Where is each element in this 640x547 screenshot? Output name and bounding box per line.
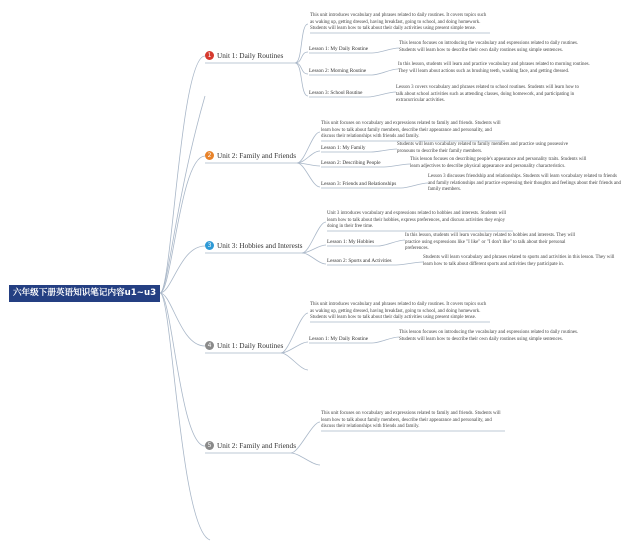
unit-label: Unit 1: Daily Routines (217, 341, 284, 350)
lesson-description: Students will learn vocabulary and phrases related to sports and activities in this lesson. They will learn how to talk about different sports and activities they participate in. (423, 255, 615, 267)
unit-intro-text: This unit introduces vocabulary and phrases related to daily routines. It covers topics such as waking up, getting dressed, having breakfast, going to school, and doing homework. Students will learn how to talk about their daily activities using present simple tense. (310, 13, 487, 31)
connector-line (295, 63, 308, 74)
detail-connector (368, 92, 396, 97)
connector-line (302, 245, 326, 253)
branch-line (160, 56, 205, 293)
lesson-description: Lesson 3 covers vocabulary and phrases related to school routines. Students will learn how to talk about school activities such as attending classes, doing homework, and participating in extracurricular activities. (396, 85, 579, 103)
branch-line (160, 293, 210, 540)
unit-number-badge: 4 (205, 341, 214, 350)
connector-line (297, 132, 320, 163)
unit-node-1[interactable] (205, 49, 283, 63)
lesson-node[interactable]: Lesson 3: School Routine (309, 90, 363, 96)
connector-line (302, 253, 326, 264)
unit-node-2[interactable] (205, 149, 296, 163)
unit-intro-text: This unit introduces vocabulary and phrases related to daily routines. It covers topics such as waking up, getting dressed, having breakfast, going to school, and doing homework. Students will learn how to talk about their daily activities using present simple tense. (310, 302, 487, 320)
unit-node-5[interactable] (205, 439, 296, 453)
lesson-description: In this lesson, students will learn vocabulary related to hobbies and interests. They will practice using expressions like "I like" or "I don't like" to talk about their personal preferences. (405, 233, 576, 251)
connector-line (281, 342, 308, 353)
unit-number-badge: 1 (205, 51, 214, 60)
connector-line (295, 52, 308, 63)
lesson-node[interactable]: Lesson 1: My Daily Routine (309, 46, 369, 52)
lesson-description: This lesson focuses on describing people's appearance and personality traits. Students will learn adjectives to describe physical appearance and personality characteristics. (410, 157, 587, 169)
lesson-description: This lesson focuses on introducing the vocabulary and expressions related to daily routines. Students will learn how to describe their own daily routines using simple sentences. (399, 330, 579, 342)
unit-label: Unit 2: Family and Friends (217, 441, 297, 450)
lesson-description: Students will learn vocabulary related to family members and practice using possessive pronouns to describe their family members. (397, 142, 568, 154)
unit-node-3[interactable] (205, 239, 303, 253)
detail-connector (372, 337, 399, 343)
lesson-description: This lesson focuses on introducing the vocabulary and expressions related to daily routines. Students will learn how to describe their own daily routines using simple sentences. (399, 41, 579, 53)
lesson-node[interactable]: Lesson 1: My Daily Routine (309, 336, 369, 342)
detail-connector (372, 48, 399, 53)
lesson-node[interactable]: Lesson 2: Describing People (321, 160, 381, 166)
unit-number-badge: 5 (205, 441, 214, 450)
unit-number-badge: 3 (205, 241, 214, 250)
unit-intro-text: This unit focuses on vocabulary and expressions related to family and friends. Students will learn how to talk about family members, describe their appearance and personality, and discuss their relationships with friends and family. (321, 121, 501, 139)
lesson-node[interactable]: Lesson 2: Morning Routine (309, 68, 367, 74)
connector-line (297, 163, 320, 187)
root-node[interactable]: 六年级下册英语知识笔记内容u1~u3 (9, 285, 160, 302)
detail-connector (384, 164, 410, 167)
detail-connector (396, 262, 423, 265)
connector-line (302, 222, 326, 253)
unit-intro-text: Unit 3 introduces vocabulary and expressions related to hobbies and interests. Students will learn how to talk about their hobbies, express preferences, and discuss activities they enjoy doing in their free time. (327, 211, 507, 229)
lesson-description: Lesson 3 discusses friendship and relationships. Students will learn vocabulary related to friends and family relationships and practice expressing their thoughts and feelings about their friends and family members. (428, 174, 621, 192)
unit-node-4[interactable] (205, 339, 283, 353)
detail-connector (401, 183, 428, 188)
unit-intro-text: This unit focuses on vocabulary and expressions related to family and friends. Students will learn how to talk about family members, describe their appearance and personality, and discuss their relationships with friends and family. (321, 411, 501, 429)
connector-line (291, 453, 320, 465)
unit-label: Unit 3: Hobbies and Interests (217, 241, 303, 250)
lesson-node[interactable]: Lesson 3: Friends and Relationships (321, 181, 397, 187)
lesson-node[interactable]: Lesson 1: My Family (321, 145, 366, 151)
branch-line (160, 96, 205, 293)
lesson-node[interactable]: Lesson 1: My Hobbies (327, 239, 375, 245)
lesson-description: In this lesson, students will learn and practice vocabulary and phrases related to morning routines. They will learn about actions such as brushing teeth, washing face, and getting dressed. (398, 62, 590, 74)
detail-connector (372, 69, 398, 75)
lesson-node[interactable]: Lesson 2: Sports and Activities (327, 258, 392, 264)
unit-label: Unit 2: Family and Friends (217, 151, 297, 160)
detail-connector (371, 149, 397, 152)
unit-number-badge: 2 (205, 151, 214, 160)
branch-line (160, 293, 205, 346)
detail-connector (378, 240, 405, 246)
connector-line (281, 313, 308, 353)
connector-line (281, 353, 308, 370)
unit-label: Unit 1: Daily Routines (217, 51, 284, 60)
